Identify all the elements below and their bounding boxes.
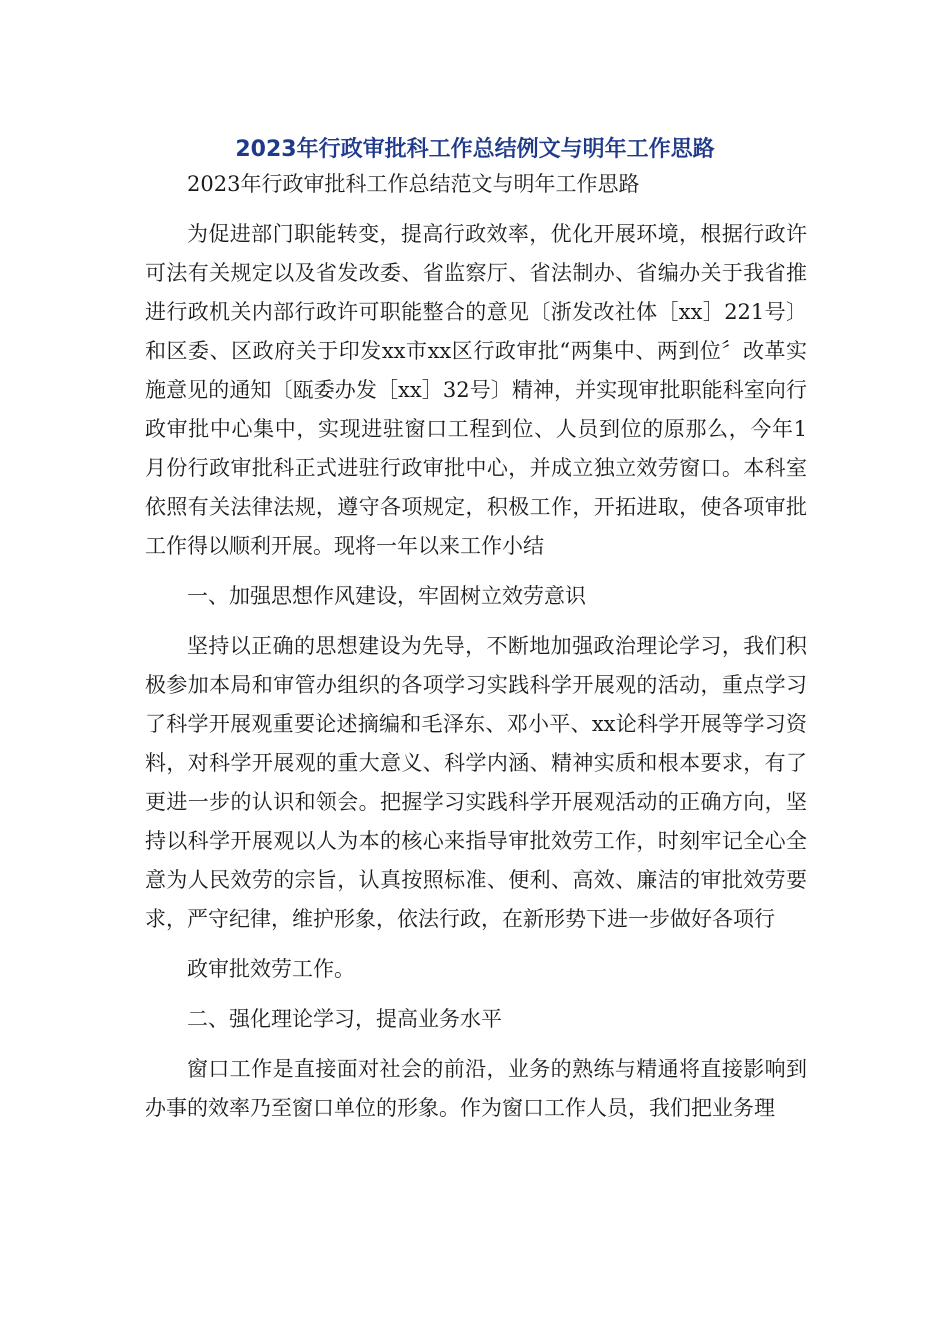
document-title: 2023年行政审批科工作总结例文与明年工作思路 — [235, 137, 715, 162]
section-heading-1: 一、加强思想作风建设，牢固树立效劳意识 — [187, 584, 586, 608]
section-2-paragraph: 窗口工作是直接面对社会的前沿，业务的熟练与精通将直接影响到办事的效率乃至窗口单位的形象。作为窗口工作人员，我们把业务理 — [145, 1057, 807, 1120]
section-1-continuation: 政审批效劳工作。 — [187, 957, 355, 981]
intro-paragraph: 为促进部门职能转变，提高行政效率，优化开展环境，根据行政许可法有关规定以及省发改委、省监察厅、省法制办、省编办关于我省推进行政机关内部行政许可职能整合的意见〔浙发改社体［xx］221号〕和区委、区政府关于印发xx市xx区行政审批“两集中、两到位〞改革实施意见的通知〔瓯委办发［xx］32号〕精神，并实现审批职能科室向行政审批中心集中，实现进驻窗口工程到位、人员到位的原那么，今年1月份行政审批科正式进驻行政审批中心，并成立独立效劳窗口。本科室依照有关法律法规，遵守各项规定，积极工作，开拓进取，使各项审批工作得以顺利开展。现将一年以来工作小结 — [145, 222, 807, 558]
subtitle-paragraph: 2023年行政审批科工作总结范文与明年工作思路 — [187, 172, 640, 196]
document-body — [145, 154, 807, 1128]
section-heading-2: 二、强化理论学习，提高业务水平 — [187, 1007, 502, 1031]
section-1-paragraph: 坚持以正确的思想建设为先导，不断地加强政治理论学习，我们积极参加本局和审管办组织的各项学习实践科学开展观的活动，重点学习了科学开展观重要论述摘编和毛泽东、邓小平、xx论科学开展等学习资料，对科学开展观的重大意义、科学内涵、精神实质和根本要求，有了更进一步的认识和领会。把握学习实践科学开展观活动的正确方向，坚持以科学开展观以人为本的核心来指导审批效劳工作，时刻牢记全心全意为人民效劳的宗旨，认真按照标准、便利、高效、廉洁的审批效劳要求，严守纪律，维护形象，依法行政，在新形势下进一步做好各项行 — [145, 634, 807, 931]
